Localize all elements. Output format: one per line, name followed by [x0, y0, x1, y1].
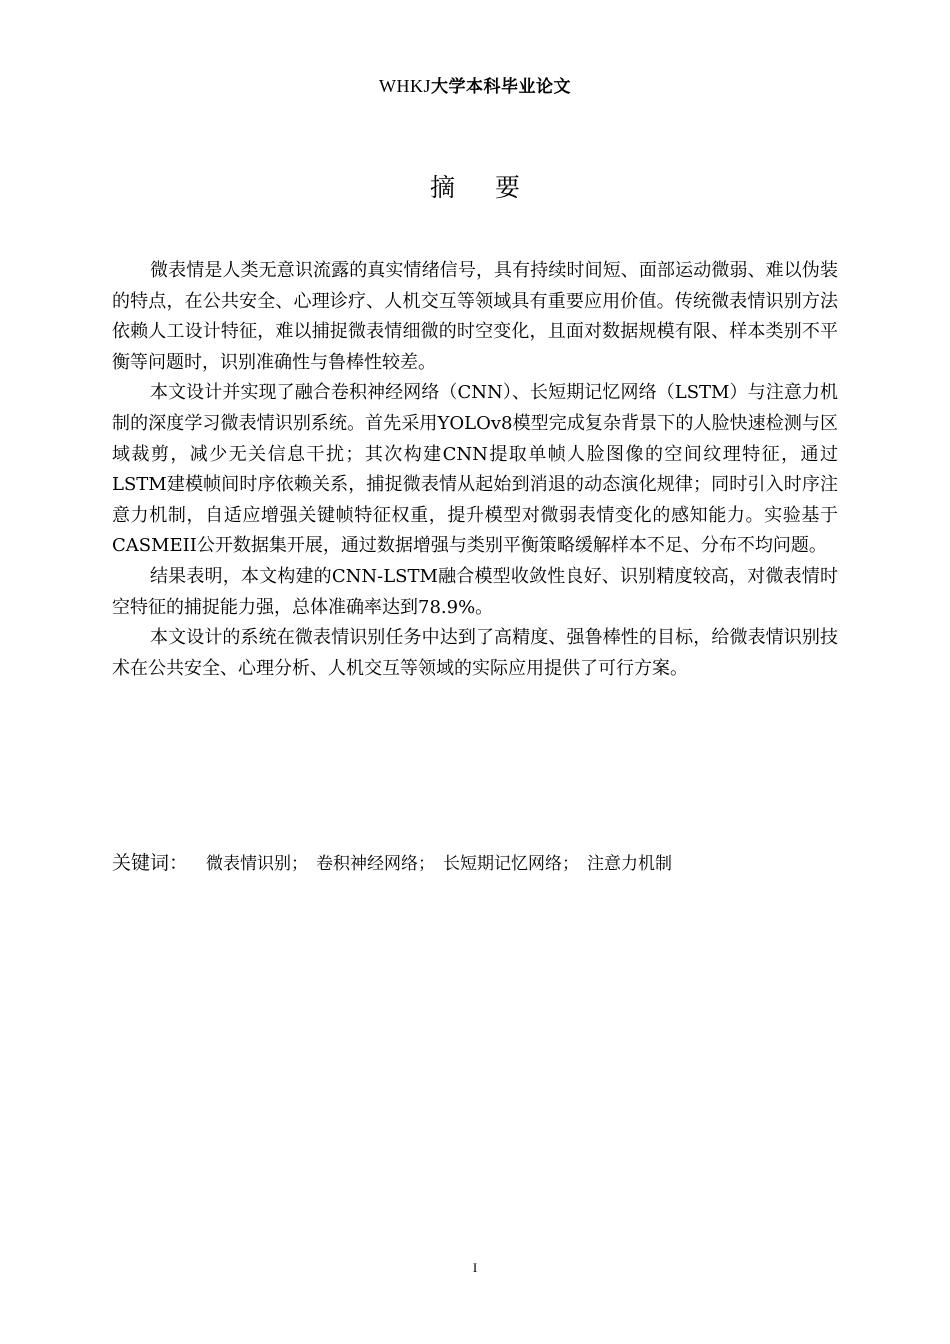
abstract-paragraph: 结果表明，本文构建的CNN-LSTM融合模型收敛性良好、识别精度较高，对微表情时空特征的捕捉能力强，总体准确率达到78.9%。 — [112, 565, 838, 618]
header-thesis-type: 大学本科毕业论文 — [431, 77, 571, 97]
abstract-title: 摘要 — [429, 173, 560, 202]
keywords-line — [112, 848, 838, 879]
keyword-item: 注意力机制 — [587, 854, 673, 874]
abstract-paragraph: 本文设计的系统在微表情识别任务中达到了高精度、强鲁棒性的目标，给微表情识别技术在公共安全、心理分析、人机交互等领域的实际应用提供了可行方案。 — [112, 627, 838, 679]
keywords-label: 关键词： — [112, 852, 189, 874]
abstract-body — [112, 256, 838, 684]
abstract-paragraph: 微表情是人类无意识流露的真实情绪信号，具有持续时间短、面部运动微弱、难以伪装的特点，在公共安全、心理诊疗、人机交互等领域具有重要应用价值。传统微表情识别方法依赖人工设计特征，难以捕捉微表情细微的时空变化，且面对数据规模有限、样本类别不平衡等问题时，识别准确性与鲁棒性较差。 — [112, 260, 838, 373]
running-header — [0, 74, 950, 99]
keyword-item: 微表情识别； — [206, 854, 309, 874]
abstract-paragraph: 本文设计并实现了融合卷积神经网络（CNN）、长短期记忆网络（LSTM）与注意力机制的深度学习微表情识别系统。首先采用YOLOv8模型完成复杂背景下的人脸快速检测与区域裁剪，减少无关信息干扰；其次构建CNN提取单帧人脸图像的空间纹理特征，通过LSTM建模帧间时序依赖关系，捕捉微表情从起始到消退的动态演化规律；同时引入时序注意力机制，自适应增强关键帧特征权重，提升模型对微弱表情变化的感知能力。实验基于CASMEII公开数据集开展，通过数据增强与类别平衡策略缓解样本不足、分布不均问题。 — [112, 382, 838, 557]
header-institution-code: WHKJ — [379, 76, 431, 96]
keyword-item: 长短期记忆网络； — [443, 854, 580, 874]
keyword-item: 卷积神经网络； — [316, 854, 436, 874]
page-number: I — [472, 1260, 478, 1275]
